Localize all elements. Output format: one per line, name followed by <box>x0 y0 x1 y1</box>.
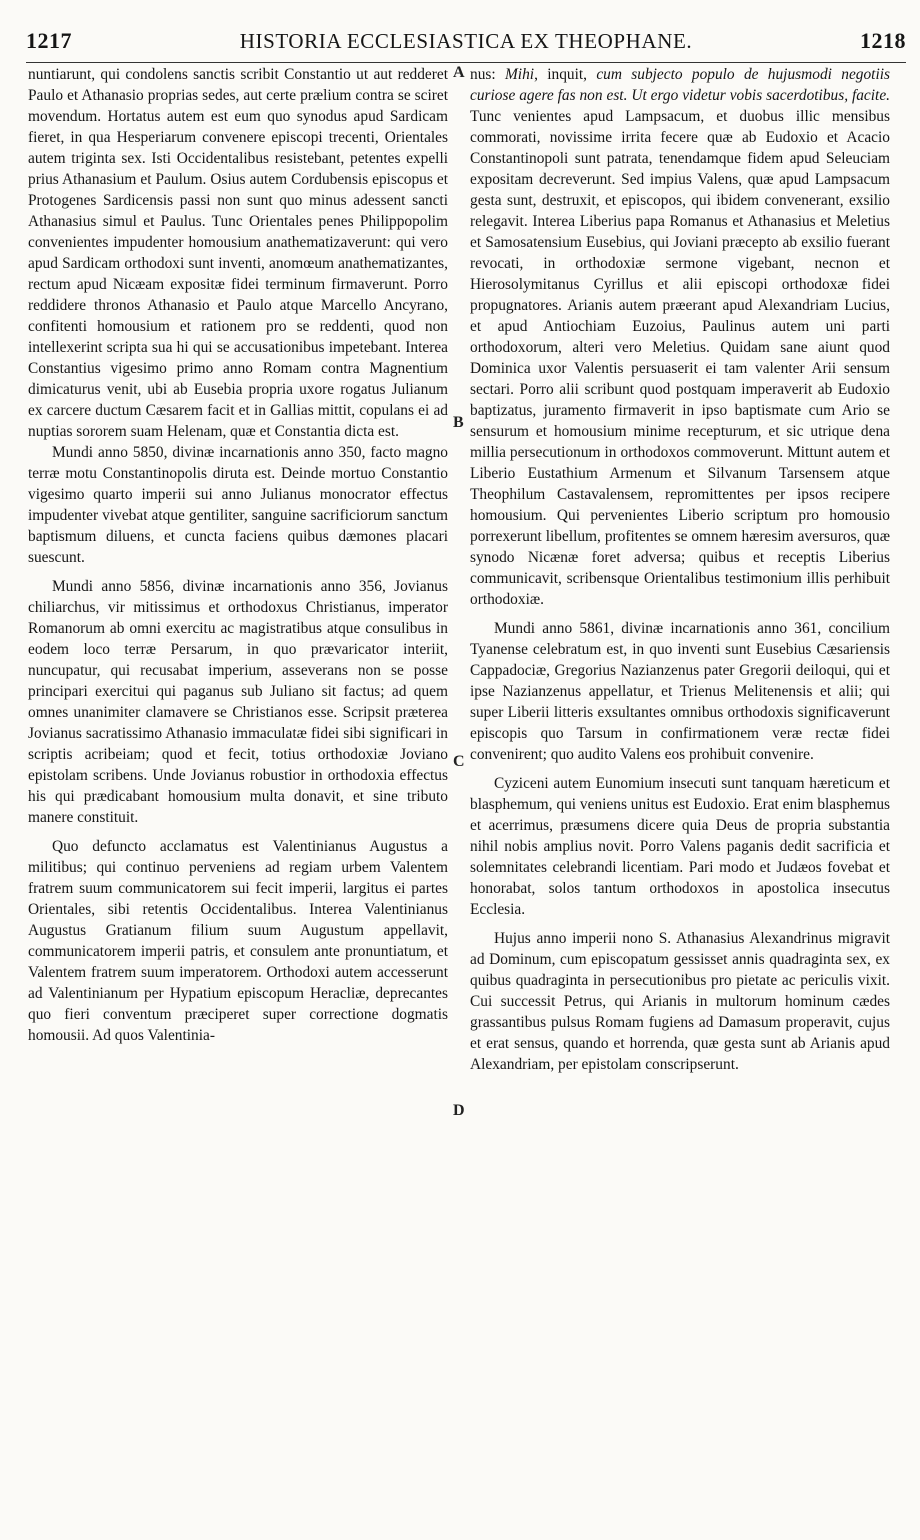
running-header <box>26 28 906 63</box>
running-title: HISTORIA ECCLESIASTICA EX THEOPHANE. <box>239 29 693 53</box>
margin-marker-a: A <box>453 64 465 81</box>
page-number-right: 1218 <box>860 28 906 53</box>
paragraph: nuntiarunt, qui condolens sanctis scribit Constantio ut aut redderet Paulo et Athanasio proprias sedes, aut certe prælium contra se sciret movendum. Hortatus autem est eum quo synodus apud Sardicam fieret, in qua Hesperiarum convenere episcopi trecenti, Orientales autem triginta sex. Isti Occidentalibus resistebant, petentes expelli prius Athanasium et Paulum. Osius autem Cordubensis episcopus et Protogenes Sardicensis passi non sunt quo minus adessent sancti Athanasius simul et Paulus. Tunc Orientales penes Philippopolim convenientes impudenter homousium anathematizaverunt: qui vero apud Sardicam orthodoxi sunt inventi, anomœum anathematizantes, rectum apud Nicæam expositæ fidei terminum firmaverunt. Porro reddidere thronos Athanasio et Paulo atque Marcello Ancyrano, confitenti homousium et rationem pro se reddenti, quod non intellexerint scripta sua hi qui se accusationibus impetebant. Interea Constantius vigesimo primo anno Romam contra Magnentium dimicaturus venit, ubi ab Eusebia propria uxore rogatus Julianum ex carcere ductum Cæsarem facit et in Gallias mittit, copulans ei ad nuptias sororem suam Helenam, quæ et Constantia dicta est. <box>28 66 448 440</box>
text-run: Tunc venientes apud Lampsacum, et duobus illic mensibus commorati, novissime irrita fecere quæ ab Eudoxio et Acacio Constantinopoli sunt patrata, tenendamque fidem apud Seleuciam expositam decreverunt. Sed impius Valens, quæ apud Lampsacum gesta sunt, destruxit, et episcopos, qui ibidem convenerant, exsilio relegavit. Interea Liberius papa Romanus et Athanasius et Meletius et Samosatensium Eusebius, qui Joviani præcepto ab exsilio fuerant revocati, in orthodoxiæ sermone vigebant, necnon et Hierosolymitanus Cyrillus et alii episcopi orthodoxæ fidei propugnatores. Arianis autem præerant apud Alexandriam Lucius, et apud Antiochiam Euzoius, Paulinus autem uni parti orthodoxorum, alteri vero Meletius. Quidam sane aiunt quod Dominica uxor Valentis persuaserit ei tam valenter Arii sensum sectari. Porro alii scribunt quod postquam imperaverit ab Eudoxio baptizatus, juramento firmaverit in ipso baptismate cum Ario se sensurum et homousium minime recepturum, et sic utrique dena millia persecutionum in orthodoxos commoverunt. Mittunt autem et Liberio Eustathium Armenum et Silvanum Tarsensem atque Theophilum Castavalensem, repromittentes per ipsos recipere homousium. Qui pervenientes Liberio scriptum pro homousio porrexerunt libellum, profitentes se omnem hæresim aversuros, quæ synodo Nicænæ foret adversa; quibus et receptis Liberius communicavit, scribensque Orientalibus testimonium illis perhibuit orthodoxiæ. <box>470 108 890 608</box>
paragraph: Hujus anno imperii nono S. Athanasius Alexandrinus migravit ad Dominum, cum episcopatum gessisset annis quadraginta sex, ex quibus quadraginta in persecutionibus pro pietate ac periculis vixit. Cui successit Petrus, qui Arianis in multorum hominum cædes grassantibus pulsus Romam fugiens ad Damasum properavit, cujus et erat sensus, quando et horrenda, quæ gesta sunt ab Arianis apud Alexandriam, per epistolam conscripserunt. <box>470 930 890 1073</box>
paragraph: Mundi anno 5856, divinæ incarnationis anno 356, Jovianus chiliarchus, vir mitissimus et orthodoxus Christianus, imperator Romanorum ab omni exercitu ac magistratibus atque consulibus in eodem loco terræ Persarum, in quo prævaricator interiit, nuncupatur, qui recusabat imperium, asseverans non se posse principari exercitui qui paganus sub Juliano sit factus; ad quem omnes unanimiter clamavere se Christianos esse. Scripsit præterea Jovianus sacratissimo Athanasio immaculatæ fidei sibi significari in scriptis acribeiam; quod et fecit, totius orthodoxiæ Joviano epistolam scribens. Unde Jovianus robustior in orthodoxia effectus his qui prædicabant homousium multa donavit, et sine tributo manere constituit. <box>28 578 448 826</box>
text-run: nus: <box>470 66 505 83</box>
italic-text: cum subjecto populo de hujusmodi negotiis curiose agere fas non est. Ut ergo videtur vobis sacerdotibus, facite. <box>470 66 890 104</box>
paragraph: Mundi anno 5861, divinæ incarnationis anno 361, concilium Tyanense celebratum est, in quo inventi sunt Eusebius Cæsariensis Cappadociæ, Gregorius Nazianzenus pater Gregorii deiloqui, qui et ipse Nazianzenus appellatur, et Trienus Melitenensis et alii; qui super Liberii litteris exsultantes omnibus orthodoxis significaverunt episcopis quo Tarsum in confirmationem veræ rectæ fidei convenirent; quo audito Valens eos prohibuit convenire. <box>470 620 890 763</box>
paragraph: Mundi anno 5850, divinæ incarnationis anno 350, facto magno terræ motu Constantinopolis diruta est. Deinde mortuo Constantio vigesimo quarto imperii sui anno Julianus monocrator effectus impudenter vivebat atque gentiliter, sanguine sacrificiorum sanctum baptismum diluens, et cuncta faciens quibus dæmones placari suescunt. <box>28 444 448 566</box>
right-column <box>470 64 890 1075</box>
paragraph: Quo defuncto acclamatus est Valentinianus Augustus a militibus; qui continuo perveniens ad regiam urbem Valentem fratrem suum communicatorem sui fecit imperii, largitus ei partes Orientales, sibi retentis Occidentalibus. Interea Valentinianus Augustus Gratianum filium suum Augustum appellavit, communicatorem imperii patris, et consulem ante pronuntiatum, et Valentem fratrem suum imperatorem. Orthodoxi autem accesserunt ad Valentinianum per Hypatium episcopum Heracliæ, deprecantes quo fieri conventum præciperet super correctione dogmatis homousii. Ad quos Valentinia- <box>28 838 448 1044</box>
margin-marker-d: D <box>453 1102 465 1119</box>
margin-marker-b: B <box>453 414 464 431</box>
paragraph: Cyziceni autem Eunomium insecuti sunt tanquam hæreticum et blasphemum, qui veniens unitus est Eudoxio. Erat enim blasphemus et acerrimus, præsumens dicere quia Deus de propria substantia nihil nobis amplius novit. Porro Valens paganis dedit sacrificia et solemnitates celebrandi licentiam. Pari modo et Judæos fovebat et honorabat, solos tantum orthodoxos in apostolica insecutus Ecclesia. <box>470 775 890 918</box>
text-run: , inquit, <box>534 66 597 83</box>
paragraph <box>470 64 890 610</box>
italic-text: Mihi <box>504 66 535 83</box>
margin-marker-c: C <box>453 753 465 770</box>
left-column <box>28 64 448 1046</box>
page-number-left: 1217 <box>26 28 72 53</box>
